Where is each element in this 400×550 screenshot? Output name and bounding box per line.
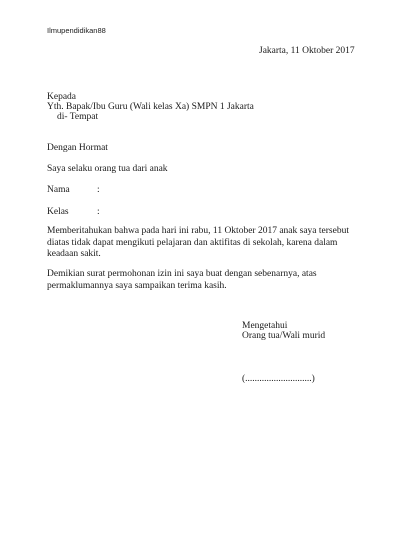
- field-name-label: Nama: [47, 185, 70, 195]
- body-paragraph-2-line: Demikian surat permohonan izin ini saya buat dengan sebenarnya, atas: [47, 269, 317, 279]
- body-paragraph-1-line: keadaan sakit.: [47, 249, 101, 259]
- signature-name-placeholder: (............................): [242, 374, 315, 384]
- source-watermark: Ilmupendidikan88: [47, 26, 106, 35]
- recipient-line-2: Yth. Bapak/Ibu Guru (Wali kelas Xa) SMPN 1 Jakarta: [47, 102, 254, 112]
- field-name-row: [47, 184, 100, 196]
- signature-line-2: Orang tua/Wali murid: [242, 331, 326, 341]
- intro-text: Saya selaku orang tua dari anak: [47, 164, 168, 174]
- body-paragraph-2: [47, 269, 317, 292]
- field-class-label: Kelas: [47, 207, 69, 217]
- greeting: Dengan Hormat: [47, 143, 108, 153]
- recipient-line-1: Kepada: [47, 92, 77, 102]
- body-paragraph-1: [47, 226, 349, 261]
- body-paragraph-1-line: Memberitahukan bahwa pada hari ini rabu, 11 Oktober 2017 anak saya tersebut: [47, 226, 349, 236]
- body-paragraph-1-line: diatas tidak dapat mengikuti pelajaran dan aktifitas di sekolah, karena dalam: [47, 237, 338, 248]
- recipient-line-3: di- Tempat: [57, 112, 99, 122]
- letter-date: Jakarta, 11 Oktober 2017: [259, 46, 355, 56]
- body-paragraph-2-line: permaklumannya saya sampaikan terima kasih.: [47, 280, 227, 291]
- field-class-separator: :: [97, 207, 100, 217]
- field-name-separator: :: [97, 185, 100, 195]
- signature-line-1: Mengetahui: [242, 321, 288, 331]
- field-class-row: [47, 206, 100, 218]
